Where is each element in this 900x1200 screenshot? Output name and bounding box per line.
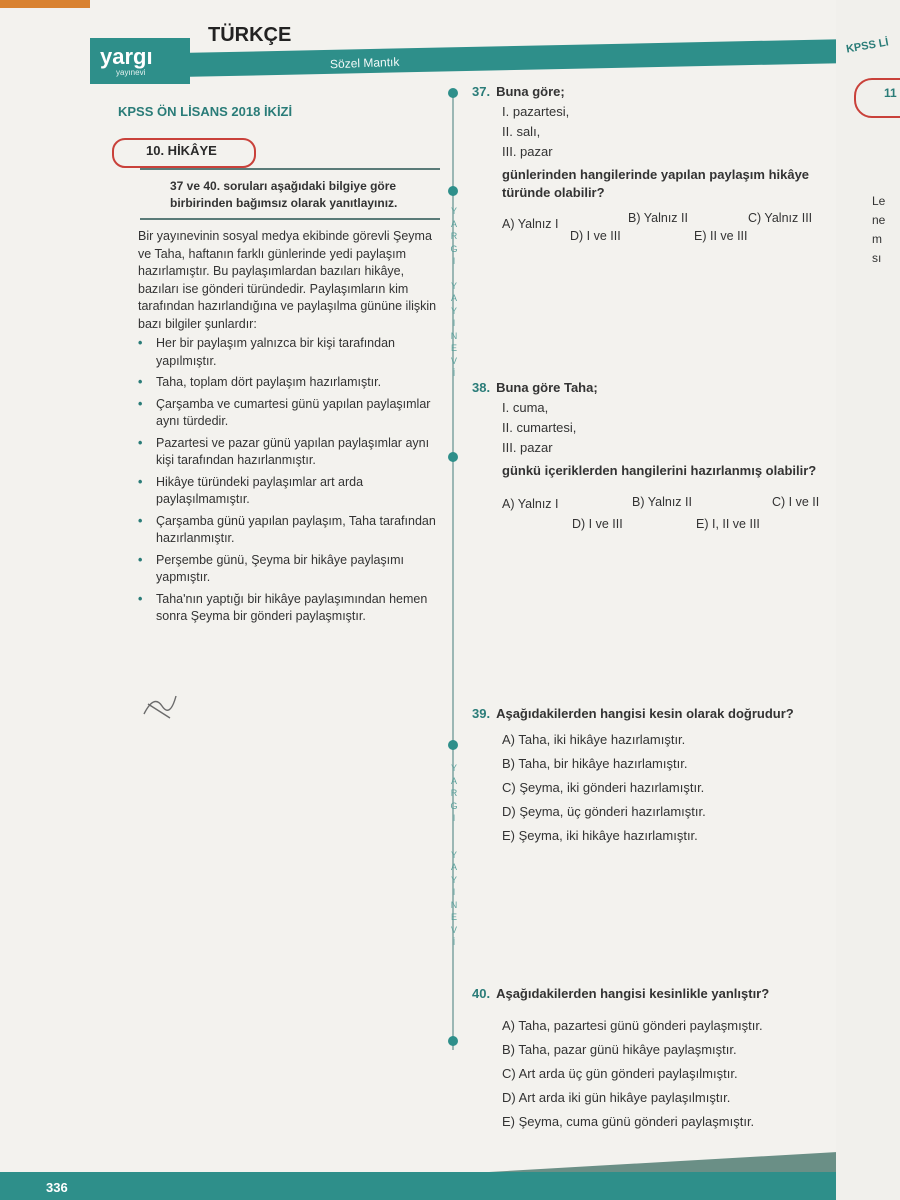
- clue-item: • Hikâye türündeki paylaşımlar art arda paylaşılmamıştır.: [138, 474, 444, 509]
- question-38: [472, 378, 832, 530]
- vertical-letter: R: [450, 231, 458, 241]
- clue-item: • Her bir paylaşım yalnızca bir kişi tarafından yapılmıştır.: [138, 335, 444, 370]
- roman-item: II. salı,: [502, 124, 541, 139]
- vertical-letter: N: [450, 330, 458, 341]
- option-a[interactable]: A) Yalnız I: [502, 497, 559, 511]
- divider-dot: [448, 740, 458, 750]
- question-number: 37.: [472, 84, 491, 99]
- vertical-letter: V: [450, 924, 457, 935]
- option-c[interactable]: C) Yalnız III: [748, 211, 813, 225]
- choice-a[interactable]: A) Taha, pazartesi günü gönderi paylaşmıştır.: [502, 1018, 763, 1033]
- question-stem: Buna göre Taha;: [496, 380, 598, 395]
- exam-title: KPSS ÖN LİSANS 2018 İKİZİ: [118, 104, 293, 119]
- top-rule: [140, 168, 440, 170]
- vertical-letter: E: [450, 912, 457, 922]
- option-e[interactable]: E) I, II ve III: [696, 517, 760, 531]
- orange-corner-strip: [0, 0, 90, 8]
- clue-item: • Çarşamba günü yapılan paylaşım, Taha tarafından hazırlanmıştır.: [138, 513, 444, 548]
- divider-dot: [448, 88, 458, 98]
- vertical-letter: Y: [450, 874, 457, 885]
- vertical-letter: Y: [450, 763, 457, 773]
- text-fragment: ne: [872, 213, 886, 227]
- roman-item: I. cuma,: [502, 400, 549, 415]
- vertical-letter: N: [450, 899, 458, 910]
- footer-band: [0, 1172, 840, 1200]
- passage: [138, 228, 444, 630]
- choice-c[interactable]: C) Art arda üç gün gönderi paylaşılmıştır.: [502, 1066, 738, 1081]
- clue-item: • Taha, toplam dört paylaşım hazırlamıştır.: [138, 374, 444, 392]
- bottom-rule: [140, 218, 440, 220]
- roman-item: III. pazar: [502, 440, 553, 455]
- passage-intro: Bir yayınevinin sosyal medya ekibinde görevli Şeyma ve Taha, haftanın farklı günlerinde yedi paylaşım hazırlamıştır. Bu paylaşımlardan bazıları hikâye, bazıları ise gönderi türündedir. Paylaşımların kim tarafından hazırlandığına ve paylaşılma gününe ilişkin bazı bilgiler şunlardır:: [138, 229, 437, 331]
- publisher-vertical-text: [448, 762, 460, 949]
- answer-options: [472, 212, 832, 252]
- roman-item: II. cumartesi,: [502, 420, 577, 435]
- question-stem: Aşağıdakilerden hangisi kesin olarak doğrudur?: [496, 706, 794, 721]
- vertical-letter: Y: [450, 280, 457, 291]
- question-stem: Aşağıdakilerden hangisi kesinlikle yanlıştır?: [496, 986, 770, 1001]
- brand-logo: yargı: [100, 44, 153, 69]
- vertical-letter: G: [450, 800, 458, 811]
- option-c[interactable]: C) I ve II: [772, 495, 820, 509]
- option-a[interactable]: A) Yalnız I: [502, 217, 559, 231]
- choice-d[interactable]: D) Şeyma, üç gönderi hazırlamıştır.: [502, 804, 706, 819]
- question-37: [472, 82, 832, 252]
- roman-item: I. pazartesi,: [502, 104, 570, 119]
- book-title: TÜRKÇE: [208, 24, 292, 46]
- vertical-letter: A: [450, 293, 457, 303]
- clue-item: • Pazartesi ve pazar günü yapılan paylaşımlar aynı kişi tarafından hazırlanmıştır.: [138, 435, 444, 470]
- vertical-letter: V: [450, 355, 457, 366]
- answer-options: [472, 490, 832, 530]
- clue-item: • Taha'nın yaptığı bir hikâye paylaşımından hemen sonra Şeyma bir gönderi paylaşmıştır.: [138, 591, 444, 626]
- vertical-gap: [448, 268, 460, 280]
- option-b[interactable]: B) Yalnız II: [628, 211, 688, 225]
- clue-list: [138, 335, 444, 626]
- choice-c[interactable]: C) Şeyma, iki gönderi hazırlamıştır.: [502, 780, 705, 795]
- section-title: Sözel Mantık: [329, 54, 400, 72]
- choice-b[interactable]: B) Taha, bir hikâye hazırlamıştır.: [502, 756, 688, 771]
- choice-e[interactable]: E) Şeyma, iki hikâye hazırlamıştır.: [502, 828, 698, 843]
- vertical-letter: G: [450, 243, 458, 254]
- divider-dot: [448, 186, 458, 196]
- vertical-letter: I: [452, 813, 456, 823]
- clue-item: • Çarşamba ve cumartesi günü yapılan paylaşımlar aynı türdedir.: [138, 396, 444, 431]
- choice-b[interactable]: B) Taha, pazar günü hikâye paylaşmıştır.: [502, 1042, 737, 1057]
- question-39: [472, 704, 832, 850]
- instruction-text: 37 ve 40. soruları aşağıdaki bilgiye göre birbirinden bağımsız olarak yanıtlayınız.: [170, 179, 398, 210]
- facing-page-number: 11: [884, 86, 897, 100]
- option-d[interactable]: D) I ve III: [570, 229, 621, 243]
- vertical-letter: E: [450, 343, 457, 353]
- choice-d[interactable]: D) Art arda iki gün hikâye paylaşılmıştır.: [502, 1090, 731, 1105]
- vertical-letter: A: [450, 775, 457, 786]
- facing-page-title: KPSS Lİ: [845, 36, 890, 56]
- option-e[interactable]: E) II ve III: [694, 229, 748, 243]
- facing-page: [836, 0, 900, 1200]
- divider-dot: [448, 452, 458, 462]
- vertical-letter: I: [452, 887, 456, 897]
- vertical-letter: Y: [450, 206, 457, 216]
- vertical-letter: İ: [452, 368, 456, 378]
- question-number: 38.: [472, 380, 491, 395]
- publisher-vertical-text: [448, 205, 460, 380]
- option-b[interactable]: B) Yalnız II: [632, 495, 692, 509]
- page-number: 336: [46, 1180, 68, 1195]
- text-fragment: sı: [872, 251, 882, 265]
- vertical-letter: R: [450, 788, 458, 798]
- choice-a[interactable]: A) Taha, iki hikâye hazırlamıştır.: [502, 732, 686, 747]
- choice-list: [502, 730, 832, 846]
- brand-subtitle: yayınevi: [116, 68, 146, 77]
- question-stem: Buna göre;: [496, 84, 565, 99]
- divider-dot: [448, 1036, 458, 1046]
- vertical-letter: Y: [450, 849, 457, 860]
- pen-scribble-icon: [140, 684, 180, 724]
- question-40: [472, 984, 832, 1136]
- question-number: 40.: [472, 986, 491, 1001]
- question-number: 39.: [472, 706, 491, 721]
- vertical-letter: İ: [452, 937, 456, 947]
- text-fragment: Le: [872, 194, 886, 208]
- roman-item: III. pazar: [502, 144, 553, 159]
- vertical-letter: I: [452, 318, 456, 328]
- text-fragment: m: [872, 232, 882, 246]
- story-label: 10. HİKÂYE: [146, 143, 217, 158]
- question-stem: günkü içeriklerden hangilerini hazırlanmış olabilir?: [502, 463, 817, 478]
- vertical-gap: [448, 825, 460, 849]
- facing-page-text: [872, 192, 885, 268]
- option-d[interactable]: D) I ve III: [572, 517, 623, 531]
- vertical-letter: I: [452, 256, 456, 266]
- vertical-letter: Y: [450, 305, 457, 316]
- choice-e[interactable]: E) Şeyma, cuma günü gönderi paylaşmıştır.: [502, 1114, 755, 1129]
- vertical-letter: A: [450, 218, 457, 229]
- vertical-letter: A: [450, 862, 457, 872]
- question-stem: günlerinden hangilerinde yapılan paylaşım hikâye türünde olabilir?: [502, 167, 810, 200]
- clue-item: • Perşembe günü, Şeyma bir hikâye paylaşımı yapmıştır.: [138, 552, 444, 587]
- choice-list: [502, 1016, 832, 1132]
